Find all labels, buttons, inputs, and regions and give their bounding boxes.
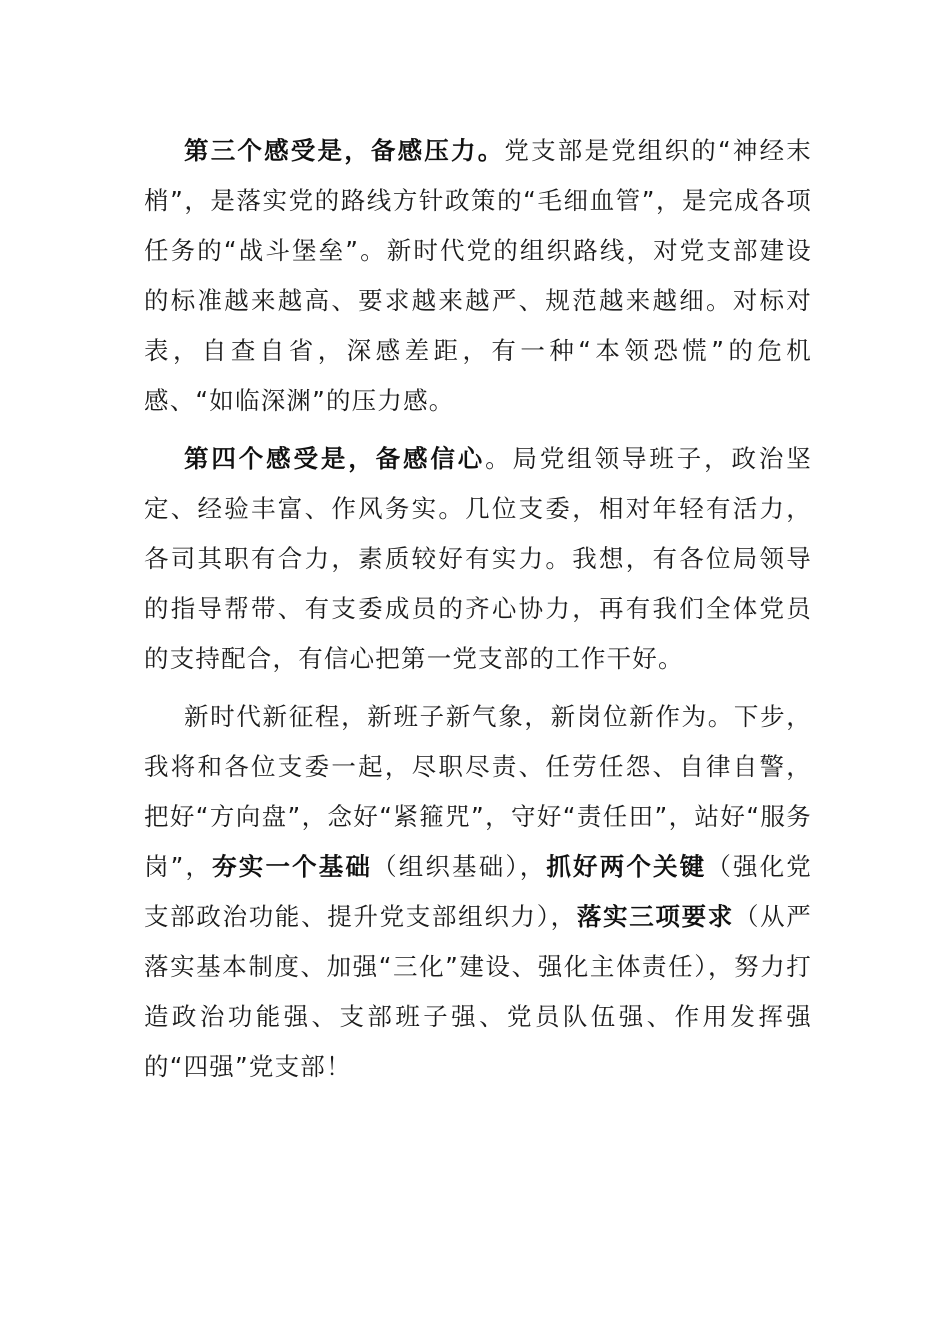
paragraph-text: （组织基础）， [372, 852, 547, 881]
paragraph-text: （强化党支部政治功能、提升党支部组织力）， [144, 852, 812, 931]
emphasis-two-keys: 抓好两个关键 [546, 852, 707, 881]
emphasis-foundation: 夯实一个基础 [212, 852, 373, 881]
paragraph-confidence [144, 434, 812, 684]
paragraph-plan [144, 692, 812, 1092]
paragraph-heading: 第四个感受是，备感信心 [184, 444, 486, 473]
paragraph-pressure [144, 126, 812, 426]
emphasis-three-requirements: 落实三项要求 [576, 902, 734, 931]
paragraph-text: （从严落实基本制度、加强“三化”建设、强化主体责任），努力打造政治功能强、支部班子强、党员队伍强、作用发挥强的“四强”党支部！ [144, 902, 812, 1081]
paragraph-text: 党支部是党组织的“神经末梢”，是落实党的路线方针政策的“毛细血管”，是完成各项任务的“战斗堡垒”。新时代党的组织路线，对党支部建设的标准越来越高、要求越来越严、规范越来越细。对标对表，自查自省，深感差距，有一种“本领恐慌”的危机感、“如临深渊”的压力感。 [144, 136, 812, 415]
paragraph-text: 。局党组领导班子，政治坚定、经验丰富、作风务实。几位支委，相对年轻有活力，各司其职有合力，素质较好有实力。我想，有各位局领导的指导帮带、有支委成员的齐心协力，再有我们全体党员的支持配合，有信心把第一党支部的工作干好。 [144, 444, 813, 673]
paragraph-heading: 第三个感受是，备感压力。 [184, 136, 505, 165]
paragraph-text: 新时代新征程，新班子新气象，新岗位新作为。下步，我将和各位支委一起，尽职尽责、任劳任怨、自律自警，把好“方向盘”，念好“紧箍咒”，守好“责任田”，站好“服务岗”， [144, 702, 812, 881]
document-body [144, 126, 812, 1100]
